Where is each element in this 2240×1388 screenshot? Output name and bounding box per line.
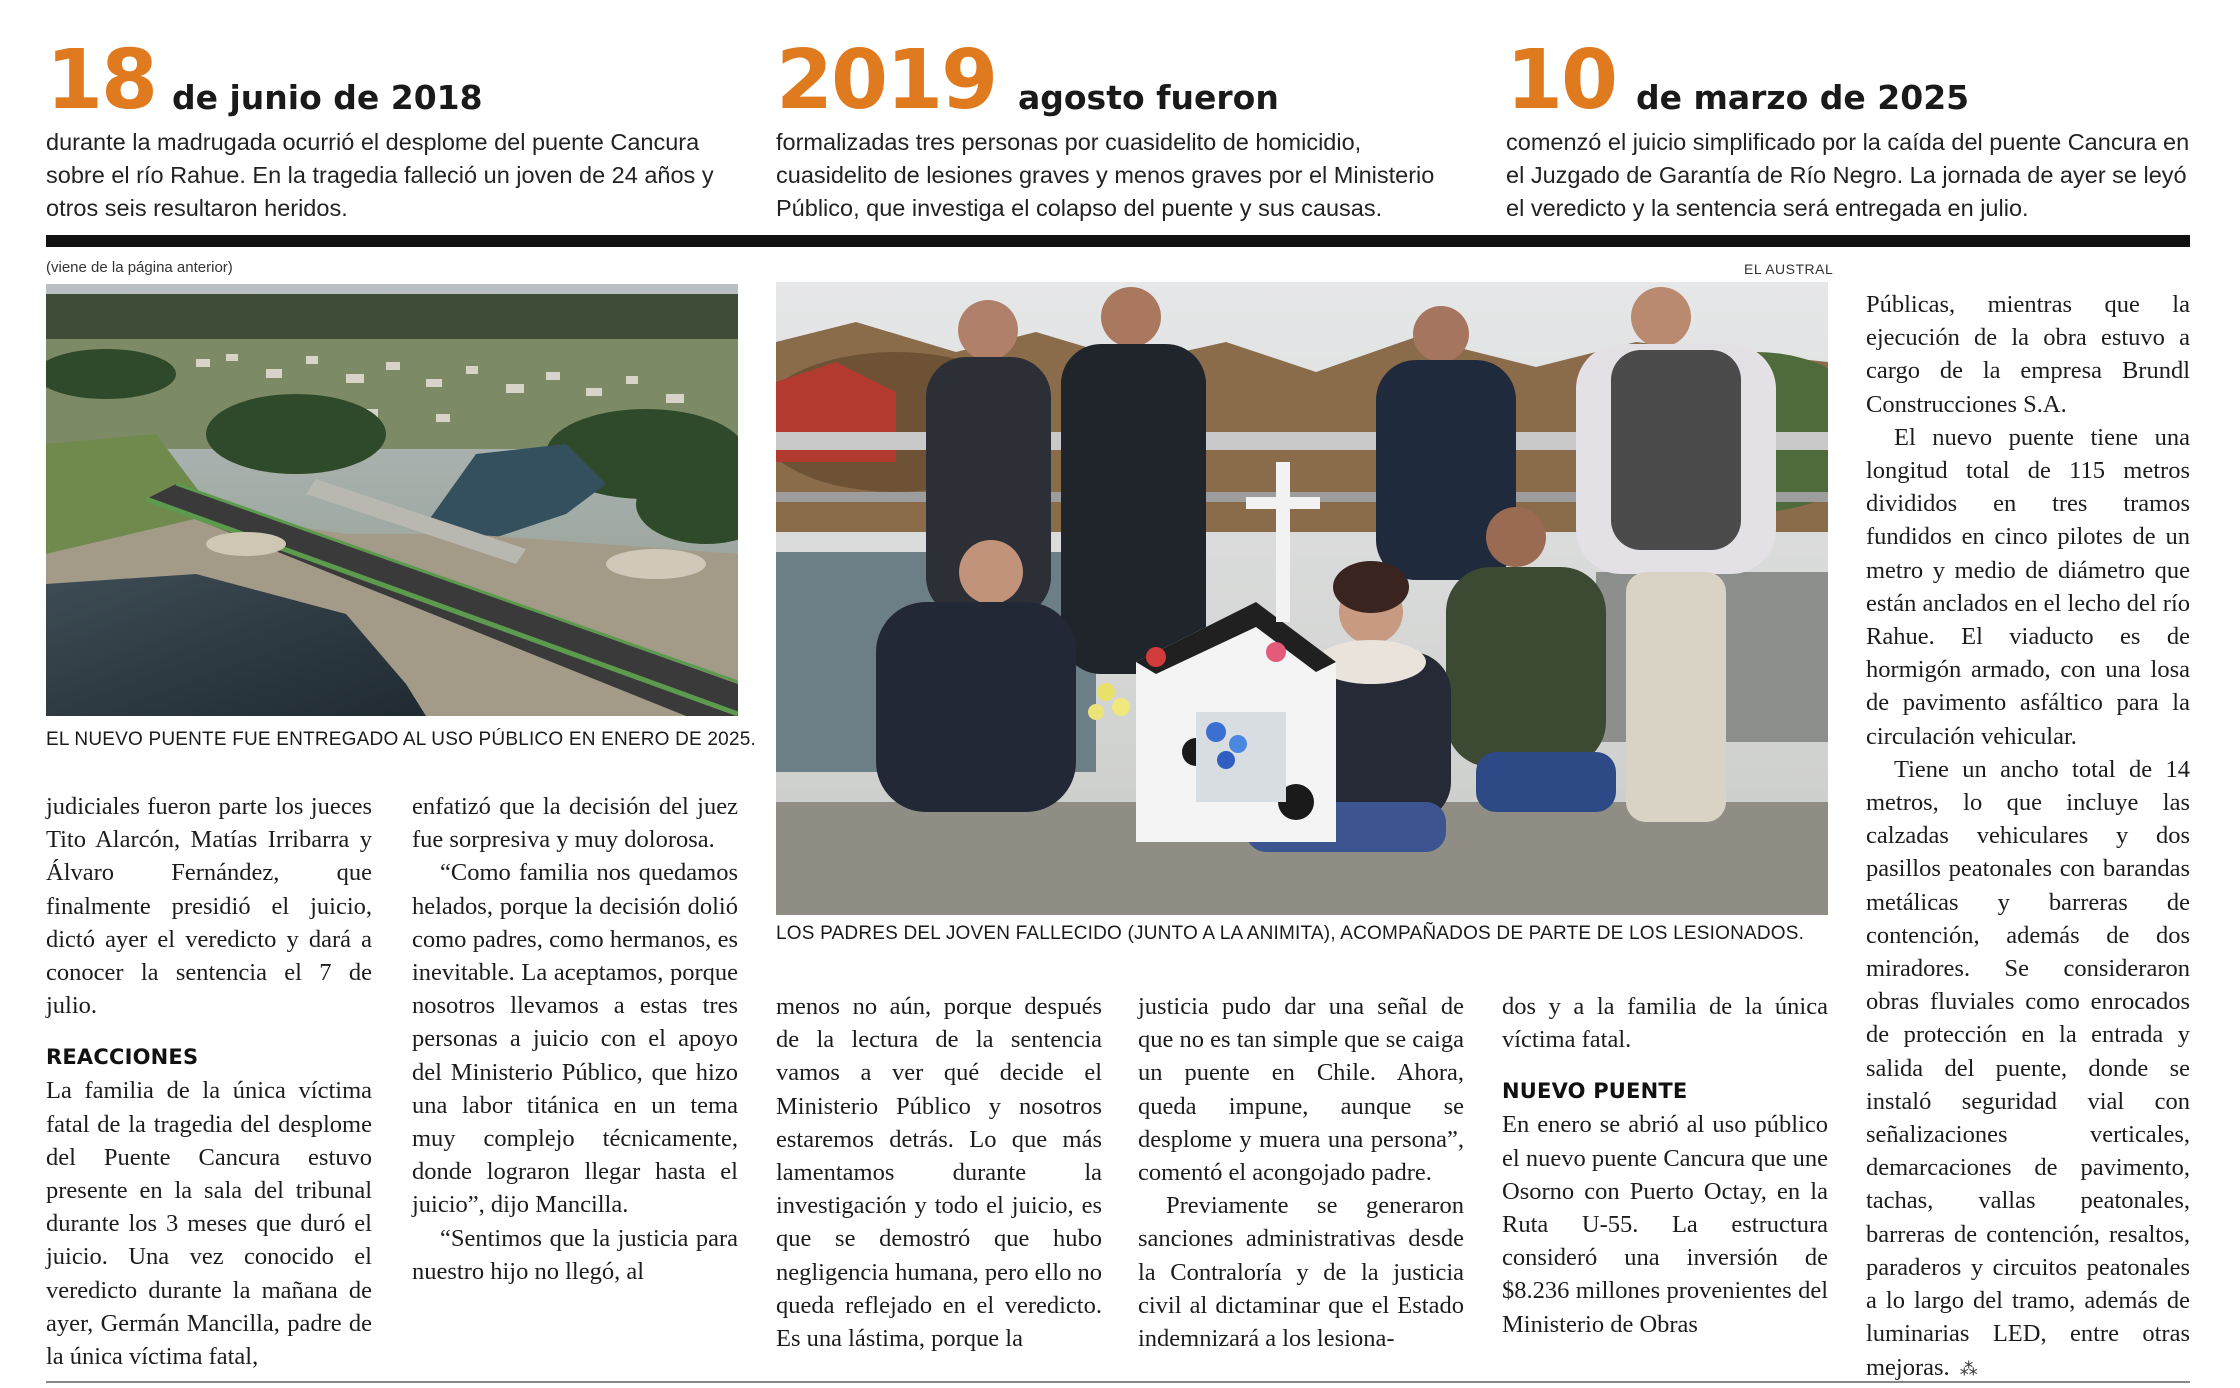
- paragraph: La familia de la única víctima fatal de la tragedia del desplome del Puente Cancura estuvo presente en la sala del tribunal durante los 3 meses que duró el juicio. Una vez conocido el veredicto durante la mañana de ayer, Germán Mancilla, padre de la única víctima fatal,: [46, 1077, 372, 1371]
- bridge-photo-caption: EL NUEVO PUENTE FUE ENTREGADO AL USO PÚBLICO EN ENERO DE 2025.: [46, 729, 756, 750]
- paragraph: El nuevo puente tiene una longitud total de 115 metros divididos en tres tramos fundidos en cinco pilotes de un metro y medio de diámetro que están anclados en el lecho del río Rahue. El viaducto es de hormigón armado, con una losa de pavimento asfáltico para la circulación vehicular.: [1866, 423, 2190, 750]
- fact-1-number: 18: [46, 33, 157, 128]
- article-column-4: [1138, 990, 1464, 1355]
- paragraph: Públicas, mientras que la ejecución de la obra estuvo a cargo de la empresa Brundl Construcciones S.A.: [1866, 291, 2190, 418]
- paragraph: [1866, 753, 2190, 1386]
- fact-3-body: comenzó el juicio simplificado por la caída del puente Cancura en el Juzgado de Garantía de Río Negro. La jornada de ayer se leyó el veredicto y la sentencia será entregada en julio.: [1506, 129, 2190, 221]
- fact-2-subtitle: agosto fueron: [1018, 78, 1279, 117]
- fact-3-number: 10: [1506, 33, 1617, 128]
- subheading-nuevo-puente: NUEVO PUENTE: [1502, 1079, 1688, 1104]
- article-column-5: [1502, 990, 1828, 1341]
- paragraph: “Como familia nos quedamos helados, porque la decisión dolió como padres, como hermanos, es inevitable. La aceptamos, porque nosotros llevamos a estas tres personas a juicio con el apoyo del Ministerio Público, que hizo una labor titánica en un tema muy complejo técnicamente, donde lograron llegar hasta el juicio”, dijo Mancilla.: [412, 859, 738, 1219]
- paragraph: justicia pudo dar una señal de que no es tan simple que se caiga un puente en Chile. Ahora, queda impune, aunque se desplome y muera una persona”, comentó el acongojado padre.: [1138, 993, 1464, 1187]
- article-column-3: [776, 990, 1102, 1355]
- continued-label: (viene de la página anterior): [46, 259, 233, 276]
- bridge-photo: [46, 284, 738, 716]
- family-photo: [776, 282, 1828, 915]
- paragraph: dos y a la familia de la única víctima fatal.: [1502, 993, 1828, 1054]
- paragraph: En enero se abrió al uso público el nuevo puente Cancura que une Osorno con Puerto Octay, en la Ruta U-55. La estructura consideró una inversión de $8.236 millones provenientes del Ministerio de Obras: [1502, 1111, 1828, 1338]
- paragraph: judiciales fueron parte los jueces Tito Alarcón, Matías Irribarra y Álvaro Fernández, que finalmente presidió el juicio, dictó ayer el veredicto y dará a conocer la sentencia el 7 de julio.: [46, 793, 372, 1020]
- subheading-reacciones: REACCIONES: [46, 1045, 199, 1070]
- article-column-1: [46, 790, 372, 1373]
- fact-2-body: formalizadas tres personas por cuasidelito de homicidio, cuasidelito de lesiones graves y menos graves por el Ministerio Público, que investiga el colapso del puente y sus causas.: [776, 129, 1435, 221]
- end-of-article-icon: ⁂: [1959, 1358, 1978, 1380]
- paragraph: “Sentimos que la justicia para nuestro hijo no llegó, al: [412, 1224, 738, 1285]
- article-column-2: [412, 790, 738, 1288]
- paragraph: enfatizó que la decisión del juez fue sorpresiva y muy dolorosa.: [412, 793, 738, 854]
- fact-1-subtitle: de junio de 2018: [172, 78, 483, 117]
- paragraph: Previamente se generaron sanciones administrativas desde la Contraloría y de la justicia civil al dictaminar que el Estado indemnizará a los lesiona-: [1138, 1192, 1464, 1353]
- photo-credit: EL AUSTRAL: [1744, 261, 1834, 277]
- family-photo-caption: LOS PADRES DEL JOVEN FALLECIDO (JUNTO A LA ANIMITA), ACOMPAÑADOS DE PARTE DE LOS LESIONADOS.: [776, 923, 1805, 944]
- bottom-rule: [46, 1381, 2190, 1383]
- paragraph-text: Tiene un ancho total de 14 metros, lo que incluye las calzadas vehiculares y dos pasillos peatonales con barandas metálicas y barreras de contención, además de dos miradores. Se consideraron obras fluviales como enrocados de protección en la entrada y salida del puente, donde se instaló seguridad vial con señalizaciones verticales, demarcaciones de pavimento, tachas, vallas peatonales, barreras de contención, resaltos, paraderos y circuitos peatonales a lo largo del tramo, además de luminarias LED, entre otras mejoras.: [1866, 755, 2190, 1381]
- fact-2-number: 2019: [776, 33, 997, 128]
- fact-3-subtitle: de marzo de 2025: [1636, 78, 1970, 117]
- section-divider: [46, 235, 2190, 247]
- fact-1-body: durante la madrugada ocurrió el desplome del puente Cancura sobre el río Rahue. En la tragedia falleció un joven de 24 años y otros seis resultaron heridos.: [46, 129, 714, 221]
- article-column-6: [1866, 288, 2190, 1386]
- paragraph: menos no aún, porque después de la lectura de la sentencia vamos a ver qué decide el Ministerio Público y nosotros estaremos detrás. Lo que más lamentamos durante la investigación y todo el juicio, es que se demostró que hubo negligencia humana, pero ello no queda reflejado en el veredicto. Es una lástima, porque la: [776, 993, 1102, 1353]
